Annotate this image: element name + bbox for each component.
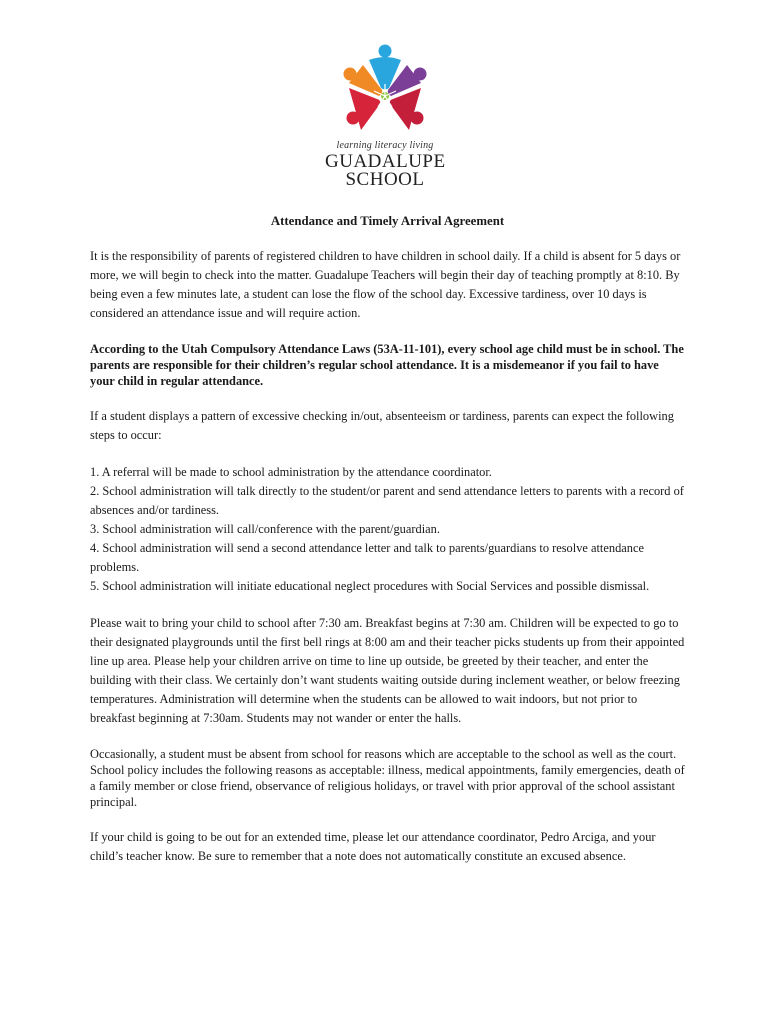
list-item: 2. School administration will talk directly to the student/or parent and send attendance letters to parents with a record of absences and/or tardiness. (90, 484, 684, 517)
list-item: 4. School administration will send a second attendance letter and talk to parents/guardians to resolve attendance problems. (90, 541, 644, 574)
logo-school-word: SCHOOL (345, 169, 425, 190)
law-paragraph: According to the Utah Compulsory Attendance Laws (53A-11-101), every school age child must be in school. The parents are responsible for their children’s regular school attendance. It is a misdemeanor if you fail to have your child in regular attendance. (90, 342, 684, 388)
list-item: 3. School administration will call/conference with the parent/guardian. (90, 522, 440, 536)
school-logo (325, 44, 445, 190)
pentagon-people-logo-icon (325, 44, 445, 140)
list-item: 5. School administration will initiate educational neglect procedures with Social Services and possible dismissal. (90, 579, 650, 593)
extended-absence-paragraph: If your child is going to be out for an extended time, please let our attendance coordinator, Pedro Arciga, and your child’s teacher know. Be sure to remember that a note does not automatically constitute an excused absence. (90, 830, 656, 863)
pattern-paragraph: If a student displays a pattern of excessive checking in/out, absenteeism or tardiness, parents can expect the following steps to occur: (90, 409, 674, 442)
steps-list (90, 463, 685, 596)
logo-tagline: learning literacy living (336, 140, 434, 151)
arrival-paragraph: Please wait to bring your child to school after 7:30 am. Breakfast begins at 7:30 am. Children will be expected to go to their designated playgrounds until the first bell rings at 8:00 am and their teacher picks students up from their appointed line up area. Please help your children arrive on time to line up outside, be greeted by their teacher, and enter the building with their class. We certainly don’t want students waiting outside during inclement weather, or below freezing temperatures. Administration will determine when the students can be allowed to wait indoors, but not prior to breakfast beginning at 7:30am. Students may not wander or enter the halls. (90, 616, 685, 725)
logo-school-name: GUADALUPE (325, 151, 446, 172)
document-body (90, 212, 685, 884)
absence-paragraph: Occasionally, a student must be absent from school for reasons which are acceptable to the school as well as the court. School policy includes the following reasons as acceptable: illness, medical appointments, family emergencies, death of a family member or close friend, observance of religious holidays, or travel with prior approval of the school assistant principal. (90, 747, 685, 809)
intro-paragraph: It is the responsibility of parents of registered children to have children in school daily. If a child is absent for 5 days or more, we will begin to check into the matter. Guadalupe Teachers will begin their day of teaching promptly at 8:10. By being even a few minutes late, a student can lose the flow of the school day. Excessive tardiness, over 10 days is considered an attendance issue and will require action. (90, 249, 681, 320)
document-title: Attendance and Timely Arrival Agreement (270, 214, 505, 228)
list-item: 1. A referral will be made to school administration by the attendance coordinator. (90, 465, 492, 479)
